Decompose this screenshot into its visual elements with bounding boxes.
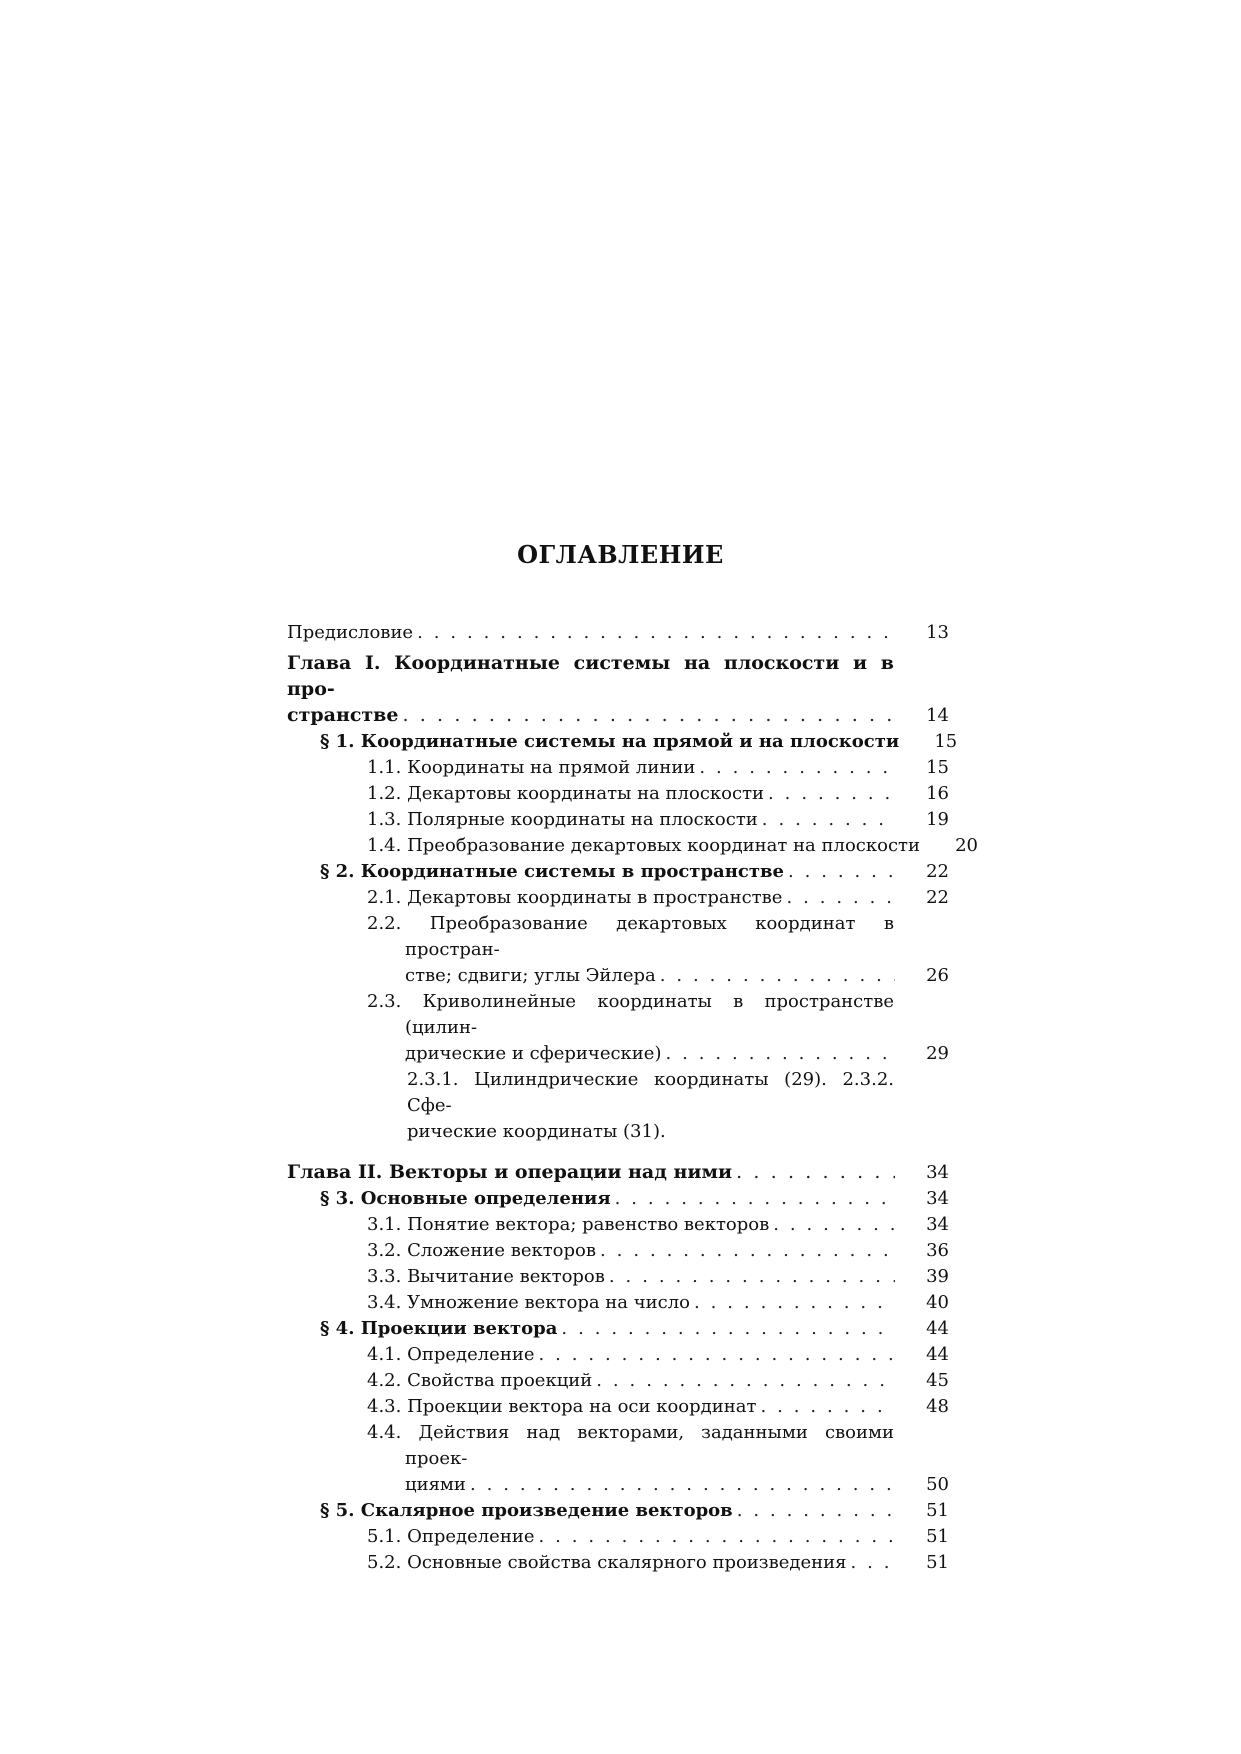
page-number: 15 (926, 757, 949, 778)
toc-entry-text: 1.1. Координаты на прямой линии (367, 757, 696, 778)
page-number: 20 (955, 835, 978, 856)
toc-entry-section-1[interactable] (287, 729, 958, 755)
toc-entry-text: 2.2. Преобразование декартовых координат в простран- (367, 913, 894, 960)
leader-dots (660, 963, 895, 989)
toc-entry-text: 5.1. Определение (367, 1526, 535, 1547)
leader-dots (694, 1290, 895, 1316)
toc-entry-text: 5.2. Основные свойства скалярного произведения (367, 1552, 847, 1573)
toc-entry-text: 3.2. Сложение векторов (367, 1240, 597, 1261)
page-number: 44 (926, 1344, 949, 1365)
toc-entry-text: 1.4. Преобразование декартовых координат на плоскости (367, 835, 920, 856)
toc-entry-text: 4.1. Определение (367, 1344, 535, 1365)
toc-entry-text-cont: стве; сдвиги; углы Эйлера (405, 965, 656, 986)
toc-entry-text-cont: дрические и сферические) (405, 1043, 662, 1064)
toc-entry-4-3[interactable] (287, 1394, 949, 1420)
toc-entry-5-1[interactable] (287, 1524, 949, 1550)
toc-entry-text: 1.3. Полярные координаты на плоскости (367, 809, 758, 830)
page-number: 50 (926, 1474, 949, 1495)
toc-entry-3-1[interactable] (287, 1212, 949, 1238)
leader-dots (538, 1524, 895, 1550)
toc-entry-text: 2.3. Криволинейные координаты в пространстве (цилин- (367, 991, 894, 1038)
toc-entry-preface[interactable] (287, 620, 949, 646)
toc-entry-4-2[interactable] (287, 1368, 949, 1394)
page-number: 14 (926, 705, 949, 726)
page-number: 44 (926, 1318, 949, 1339)
toc-entry-chapter-2[interactable] (287, 1159, 949, 1186)
leader-dots (561, 1316, 895, 1342)
toc-entry-text: 4.2. Свойства проекций (367, 1370, 593, 1391)
toc-entry-2-1[interactable] (287, 885, 949, 911)
page-number: 19 (926, 809, 949, 830)
leader-dots (851, 1550, 896, 1576)
page-number: 13 (926, 622, 949, 643)
toc-entry-text: 4.4. Действия над векторами, заданными своими проек- (367, 1422, 894, 1469)
leader-dots (596, 1368, 895, 1394)
toc-entry-section-5[interactable] (287, 1498, 949, 1524)
toc-entry-section-4[interactable] (287, 1316, 949, 1342)
toc-entry-3-4[interactable] (287, 1290, 949, 1316)
toc-entry-text: 4.3. Проекции вектора на оси координат (367, 1396, 757, 1417)
leader-dots (600, 1238, 895, 1264)
page-number: 22 (926, 861, 949, 882)
page-number: 51 (926, 1526, 949, 1547)
page-number: 48 (926, 1396, 949, 1417)
toc-subentries-note (287, 1067, 949, 1145)
page-number: 15 (934, 731, 958, 752)
leader-dots (609, 1264, 895, 1290)
page-number: 51 (926, 1500, 949, 1521)
page-number: 40 (926, 1292, 949, 1313)
page-title: ОГЛАВЛЕНИЕ (517, 540, 724, 569)
toc-entry-text: 2.1. Декартовы координаты в пространстве (367, 887, 783, 908)
toc-entry-4-4[interactable] (287, 1420, 949, 1498)
toc-entry-text: § 4. Проекции вектора (320, 1318, 558, 1339)
leader-dots (699, 755, 895, 781)
note-line: рические координаты (31). (407, 1121, 666, 1142)
toc-entry-section-3[interactable] (287, 1186, 949, 1212)
page-number: 34 (926, 1188, 949, 1209)
leader-dots (665, 1041, 895, 1067)
leader-dots (538, 1342, 895, 1368)
toc-entry-1-1[interactable] (287, 755, 949, 781)
note-line: 2.3.1. Цилиндрические координаты (29). 2.3.2. Сфе- (407, 1069, 894, 1116)
page-number: 39 (926, 1266, 949, 1287)
leader-dots (737, 1498, 895, 1524)
leader-dots (417, 620, 895, 646)
toc-entry-5-2[interactable] (287, 1550, 949, 1576)
toc-entry-text: § 1. Координатные системы на прямой и на плоскости (320, 731, 900, 752)
toc-entry-4-1[interactable] (287, 1342, 949, 1368)
leader-dots (470, 1472, 895, 1498)
toc-entry-text: Глава I. Координатные системы на плоскости и в про- (287, 652, 894, 700)
page-number: 16 (926, 783, 949, 804)
toc-entry-text-cont: странстве (287, 704, 399, 726)
page-number: 45 (926, 1370, 949, 1391)
table-of-contents (287, 620, 978, 1576)
toc-entry-3-2[interactable] (287, 1238, 949, 1264)
toc-entry-text: § 5. Скалярное произведение векторов (320, 1500, 733, 1521)
page-number: 29 (926, 1043, 949, 1064)
toc-entry-text: 3.3. Вычитание векторов (367, 1266, 605, 1287)
page-number: 36 (926, 1240, 949, 1261)
toc-entry-text: 3.1. Понятие вектора; равенство векторов (367, 1214, 770, 1235)
page-number: 26 (926, 965, 949, 986)
leader-dots (773, 1212, 895, 1238)
toc-entry-1-2[interactable] (287, 781, 949, 807)
toc-entry-text: § 3. Основные определения (320, 1188, 611, 1209)
page-number: 34 (926, 1214, 949, 1235)
leader-dots (736, 1159, 895, 1185)
toc-entry-text: Предисловие (287, 622, 414, 643)
leader-dots (788, 859, 895, 885)
leader-dots (768, 781, 895, 807)
toc-entry-3-3[interactable] (287, 1264, 949, 1290)
page-number: 34 (926, 1162, 949, 1183)
toc-entry-text: § 2. Координатные системы в пространстве (320, 861, 784, 882)
toc-entry-1-3[interactable] (287, 807, 949, 833)
leader-dots (762, 807, 895, 833)
toc-entry-2-3[interactable] (287, 989, 949, 1067)
toc-entry-1-4[interactable] (287, 833, 978, 859)
leader-dots (402, 702, 895, 728)
toc-entry-2-2[interactable] (287, 911, 949, 989)
toc-entry-chapter-1[interactable] (287, 650, 949, 729)
toc-entry-text: 3.4. Умножение вектора на число (367, 1292, 690, 1313)
toc-entry-text-cont: циями (405, 1474, 466, 1495)
leader-dots (615, 1186, 895, 1212)
leader-dots (760, 1394, 895, 1420)
page-number: 51 (926, 1552, 949, 1573)
leader-dots (786, 885, 895, 911)
toc-entry-text: Глава II. Векторы и операции над ними (287, 1161, 733, 1183)
toc-entry-text: 1.2. Декартовы координаты на плоскости (367, 783, 765, 804)
page-number: 22 (926, 887, 949, 908)
toc-entry-section-2[interactable] (287, 859, 949, 885)
